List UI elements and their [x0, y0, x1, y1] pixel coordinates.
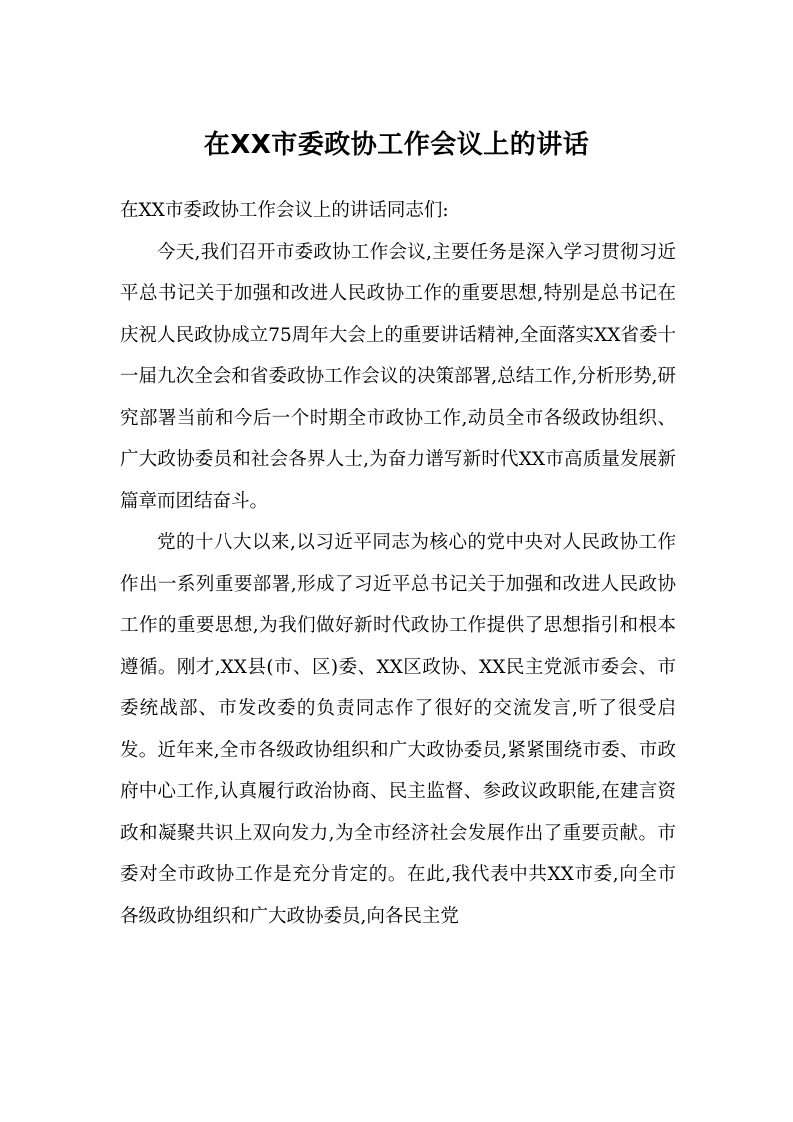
paragraph-intro: 今天,我们召开市委政协工作会议,主要任务是深入学习贯彻习近平总书记关于加强和改进人民政协工作的重要思想,特别是总书记在庆祝人民政协成立75周年大会上的重要讲话精神,全面落实XX省委十一届九次全会和省委政协工作会议的决策部署,总结工作,分析形势,研究部署当前和今后一个时期全市政协工作,动员全市各级政协组织、广大政协委员和社会各界人士,为奋力谱写新时代XX市高质量发展新篇章而团结奋斗。	[120, 241, 676, 512]
document-title: 在XX市委政协工作会议上的讲话	[203, 130, 590, 160]
paragraph-review: 党的十八大以来,以习近平同志为核心的党中央对人民政协工作作出一系列重要部署,形成了习近平总书记关于加强和改进人民政协工作的重要思想,为我们做好新时代政协工作提供了思想指引和根本遵循。刚才,XX县(市、区)委、XX区政协、XX民主党派市委会、市委统战部、市发改委的负责同志作了很好的交流发言,听了很受启发。近年来,全市各级政协组织和广大政协委员,紧紧围绕市委、市政府中心工作,认真履行政治协商、民主监督、参政议政职能,在建言资政和凝聚共识上双向发力,为全市经济社会发展作出了重要贡献。市委对全市政协工作是充分肯定的。在此,我代表中共XX市委,向全市各级政协组织和广大政协委员,向各民主党	[120, 532, 676, 927]
document-body	[120, 190, 676, 937]
paragraph-salutation: 在XX市委政协工作会议上的讲话同志们:	[120, 200, 449, 221]
